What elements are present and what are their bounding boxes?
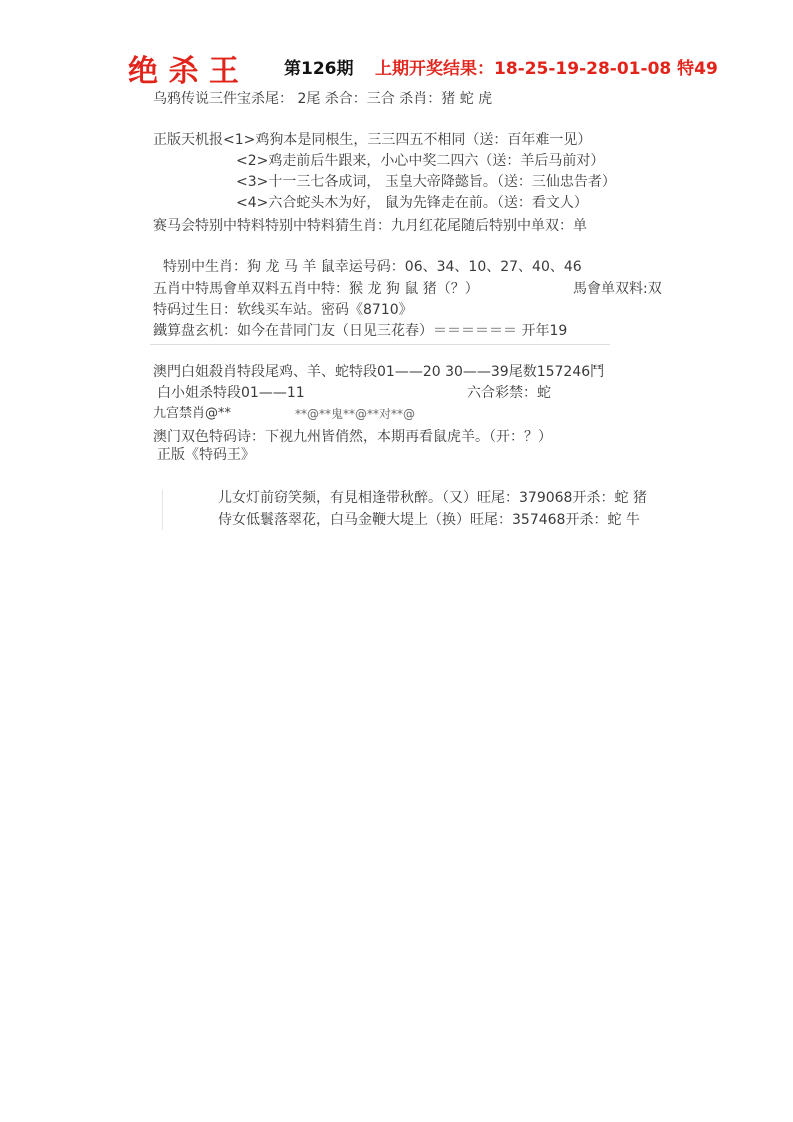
line-birthday: 特码过生日：软线买车站。密码《8710》 — [153, 302, 413, 318]
line-horse-club: 赛马会特别中特料特别中特料猜生肖：九月红花尾随后特别中单双：单 — [153, 218, 587, 234]
line-abacus: 鐵算盘玄机：如今在昔同门友（日见三花春）＝＝＝＝＝＝ 开年19 — [153, 323, 568, 339]
line-poem: 澳门双色特码诗：下视九州皆俏然，本期再看鼠虎羊。（开：？） — [153, 429, 552, 445]
divider — [150, 344, 610, 345]
line-white-sister: 澳門白姐殺肖特段尾鸡、羊、蛇特段01——20 30——39尾数157246鬥 — [153, 364, 605, 380]
line-nine-palace: 九宫禁肖@** — [153, 406, 232, 421]
line-odd-even: 馬會单双料:双 — [573, 281, 662, 297]
line-oracle-2: <2>鸡走前后牛跟来，小心中奖二四六（送：羊后马前对） — [236, 153, 605, 169]
line-kill-segment: 白小姐杀特段01——11 — [157, 385, 305, 401]
page-title: 绝 杀 王 — [128, 54, 239, 89]
line-verse-2: 侍女低鬟落翠花，白马金鞭大堤上（换）旺尾：357468开杀：蛇 牛 — [218, 512, 640, 528]
issue-number: 第126期 — [284, 59, 354, 79]
line-oracle-1: 正版天机报<1>鸡狗本是同根生，三三四五不相同（送：百年难一见） — [153, 132, 592, 148]
line-kill-tail: 乌鸦传说三件宝杀尾： 2尾 杀合：三合 杀肖：猪 蛇 虎 — [153, 91, 493, 107]
line-forbidden: 六合彩禁：蛇 — [467, 385, 551, 401]
line-special-king: 正版《特码王》 — [157, 447, 255, 463]
line-verse-1: 儿女灯前窃笑频，有見相逢带秋醉。（又）旺尾：379068开杀：蛇 猪 — [218, 490, 647, 506]
line-oracle-4: <4>六合蛇头木为好， 鼠为先锋走在前。（送：看文人） — [236, 195, 588, 211]
line-five-zodiac: 五肖中特馬會单双料五肖中特：猴 龙 狗 鼠 猪（？） — [153, 281, 479, 297]
line-nine-palace-code: **@**鬼**@**对**@ — [295, 407, 416, 421]
faint-margin — [162, 490, 163, 530]
last-result: 上期开奖结果：18-25-19-28-01-08 特49 — [375, 59, 718, 79]
line-special-zodiac: 特别中生肖：狗 龙 马 羊 鼠幸运号码：06、34、10、27、40、46 — [163, 259, 582, 275]
line-oracle-3: <3>十一三七各成词， 玉皇大帝降懿旨。（送：三仙忠告者） — [236, 174, 616, 190]
